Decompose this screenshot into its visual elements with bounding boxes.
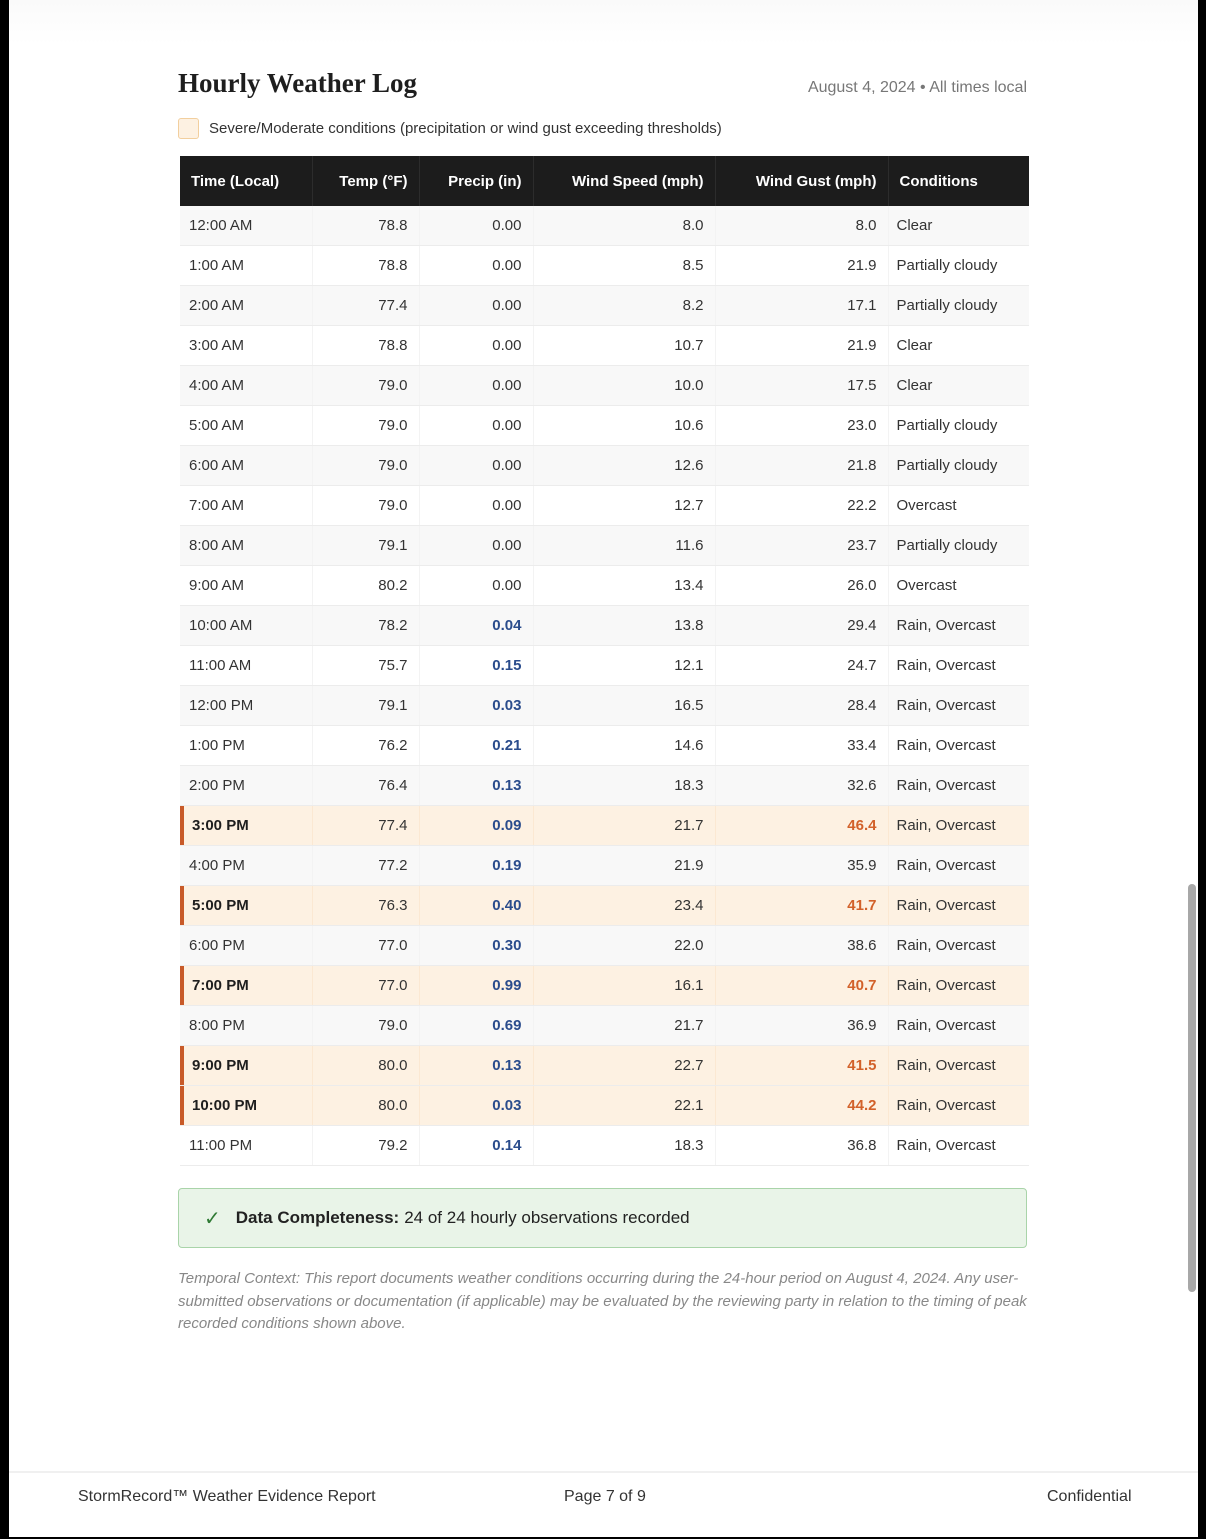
cell-wind-gust: 40.7: [715, 966, 888, 1006]
cell-temp: 80.0: [312, 1086, 419, 1126]
cell-wind-gust: 26.0: [715, 566, 888, 606]
cell-time: 5:00 PM: [180, 886, 312, 926]
cell-time: 7:00 AM: [180, 486, 312, 526]
cell-temp: 79.0: [312, 486, 419, 526]
cell-conditions: Overcast: [888, 566, 1029, 606]
footer-confidential: Confidential: [1047, 1488, 1132, 1505]
cell-precip: 0.00: [419, 286, 533, 326]
cell-time: 10:00 AM: [180, 606, 312, 646]
cell-time: 8:00 PM: [180, 1006, 312, 1046]
cell-temp: 79.0: [312, 366, 419, 406]
cell-wind-gust: 38.6: [715, 926, 888, 966]
cell-wind-gust: 21.9: [715, 246, 888, 286]
cell-wind-gust: 28.4: [715, 686, 888, 726]
cell-time: 1:00 PM: [180, 726, 312, 766]
legend: [178, 117, 1027, 139]
cell-wind-gust: 41.7: [715, 886, 888, 926]
cell-precip: 0.03: [419, 1086, 533, 1126]
table-row: [180, 326, 1029, 366]
cell-wind-speed: 21.7: [533, 1006, 715, 1046]
cell-temp: 76.3: [312, 886, 419, 926]
column-header-wind-gust: Wind Gust (mph): [715, 156, 888, 206]
table-row: [180, 1006, 1029, 1046]
cell-precip: 0.00: [419, 526, 533, 566]
cell-wind-gust: 24.7: [715, 646, 888, 686]
table-row: [180, 406, 1029, 446]
column-header-temp: Temp (°F): [312, 156, 419, 206]
cell-conditions: Partially cloudy: [888, 246, 1029, 286]
cell-wind-speed: 8.5: [533, 246, 715, 286]
cell-wind-speed: 10.7: [533, 326, 715, 366]
cell-conditions: Clear: [888, 366, 1029, 406]
cell-conditions: Rain, Overcast: [888, 1086, 1029, 1126]
cell-wind-gust: 17.5: [715, 366, 888, 406]
column-header-conditions: Conditions: [888, 156, 1029, 206]
page-top-shadow: [9, 0, 1198, 45]
table-row: [180, 606, 1029, 646]
cell-wind-speed: 22.7: [533, 1046, 715, 1086]
cell-temp: 77.4: [312, 286, 419, 326]
column-header-wind-speed: Wind Speed (mph): [533, 156, 715, 206]
cell-time: 8:00 AM: [180, 526, 312, 566]
cell-wind-gust: 22.2: [715, 486, 888, 526]
cell-temp: 79.0: [312, 1006, 419, 1046]
cell-wind-gust: 32.6: [715, 766, 888, 806]
column-header-precip: Precip (in): [419, 156, 533, 206]
page-title: Hourly Weather Log: [178, 68, 418, 98]
cell-wind-gust: 23.7: [715, 526, 888, 566]
cell-wind-gust: 33.4: [715, 726, 888, 766]
section-header: [178, 68, 1027, 106]
table-row: [180, 1086, 1029, 1126]
cell-conditions: Partially cloudy: [888, 446, 1029, 486]
cell-temp: 77.0: [312, 926, 419, 966]
cell-conditions: Rain, Overcast: [888, 966, 1029, 1006]
cell-conditions: Rain, Overcast: [888, 766, 1029, 806]
cell-conditions: Rain, Overcast: [888, 646, 1029, 686]
cell-temp: 79.2: [312, 1126, 419, 1166]
cell-wind-speed: 8.0: [533, 206, 715, 246]
cell-precip: 0.00: [419, 206, 533, 246]
table-row: [180, 486, 1029, 526]
cell-temp: 79.1: [312, 526, 419, 566]
table-row: [180, 526, 1029, 566]
table-row: [180, 566, 1029, 606]
cell-conditions: Rain, Overcast: [888, 846, 1029, 886]
cell-time: 12:00 PM: [180, 686, 312, 726]
cell-wind-gust: 36.8: [715, 1126, 888, 1166]
cell-wind-speed: 14.6: [533, 726, 715, 766]
cell-time: 10:00 PM: [180, 1086, 312, 1126]
table-row: [180, 926, 1029, 966]
cell-time: 11:00 AM: [180, 646, 312, 686]
table-row: [180, 806, 1029, 846]
cell-precip: 0.00: [419, 446, 533, 486]
cell-temp: 77.4: [312, 806, 419, 846]
cell-precip: 0.00: [419, 366, 533, 406]
report-page: [9, 0, 1198, 1537]
data-completeness-banner: [178, 1188, 1027, 1248]
cell-wind-gust: 46.4: [715, 806, 888, 846]
table-row: [180, 966, 1029, 1006]
cell-time: 4:00 AM: [180, 366, 312, 406]
cell-precip: 0.14: [419, 1126, 533, 1166]
table-row: [180, 886, 1029, 926]
cell-wind-speed: 10.6: [533, 406, 715, 446]
cell-wind-speed: 11.6: [533, 526, 715, 566]
cell-conditions: Rain, Overcast: [888, 606, 1029, 646]
cell-precip: 0.99: [419, 966, 533, 1006]
table-row: [180, 766, 1029, 806]
cell-conditions: Rain, Overcast: [888, 686, 1029, 726]
table-row: [180, 686, 1029, 726]
cell-wind-gust: 8.0: [715, 206, 888, 246]
footer-report-name: StormRecord™ Weather Evidence Report: [78, 1488, 376, 1505]
cell-conditions: Rain, Overcast: [888, 926, 1029, 966]
check-icon: ✓: [204, 1207, 221, 1230]
cell-wind-gust: 23.0: [715, 406, 888, 446]
table-body: [180, 206, 1029, 1166]
cell-temp: 76.2: [312, 726, 419, 766]
cell-wind-speed: 13.4: [533, 566, 715, 606]
cell-temp: 78.2: [312, 606, 419, 646]
cell-precip: 0.19: [419, 846, 533, 886]
cell-wind-gust: 21.9: [715, 326, 888, 366]
cell-temp: 78.8: [312, 206, 419, 246]
table-row: [180, 846, 1029, 886]
severe-swatch-icon: [178, 118, 199, 139]
date-meta: August 4, 2024 • All times local: [807, 79, 1027, 96]
cell-wind-speed: 8.2: [533, 286, 715, 326]
footer-page-number: Page 7 of 9: [564, 1488, 646, 1505]
cell-temp: 78.8: [312, 246, 419, 286]
cell-temp: 79.1: [312, 686, 419, 726]
cell-time: 3:00 AM: [180, 326, 312, 366]
cell-precip: 0.69: [419, 1006, 533, 1046]
cell-precip: 0.21: [419, 726, 533, 766]
cell-time: 5:00 AM: [180, 406, 312, 446]
column-header-time: Time (Local): [180, 156, 312, 206]
cell-precip: 0.00: [419, 246, 533, 286]
cell-time: 2:00 PM: [180, 766, 312, 806]
cell-precip: 0.13: [419, 1046, 533, 1086]
cell-precip: 0.00: [419, 486, 533, 526]
cell-wind-speed: 10.0: [533, 366, 715, 406]
cell-wind-gust: 35.9: [715, 846, 888, 886]
table-row: [180, 246, 1029, 286]
cell-temp: 77.0: [312, 966, 419, 1006]
cell-conditions: Rain, Overcast: [888, 726, 1029, 766]
cell-time: 6:00 AM: [180, 446, 312, 486]
cell-temp: 79.0: [312, 406, 419, 446]
cell-wind-speed: 21.9: [533, 846, 715, 886]
cell-precip: 0.30: [419, 926, 533, 966]
scrollbar-thumb[interactable]: [1188, 884, 1196, 1292]
table-header-row: [180, 156, 1029, 206]
cell-wind-speed: 13.8: [533, 606, 715, 646]
cell-time: 6:00 PM: [180, 926, 312, 966]
cell-temp: 75.7: [312, 646, 419, 686]
legend-label: Severe/Moderate conditions (precipitation or wind gust exceeding thresholds): [209, 119, 722, 137]
cell-conditions: Clear: [888, 326, 1029, 366]
cell-wind-speed: 21.7: [533, 806, 715, 846]
cell-wind-gust: 41.5: [715, 1046, 888, 1086]
cell-temp: 79.0: [312, 446, 419, 486]
cell-precip: 0.09: [419, 806, 533, 846]
cell-precip: 0.04: [419, 606, 533, 646]
cell-temp: 80.2: [312, 566, 419, 606]
cell-wind-gust: 29.4: [715, 606, 888, 646]
cell-precip: 0.00: [419, 326, 533, 366]
cell-time: 2:00 AM: [180, 286, 312, 326]
cell-time: 1:00 AM: [180, 246, 312, 286]
cell-time: 9:00 PM: [180, 1046, 312, 1086]
cell-precip: 0.00: [419, 406, 533, 446]
table-row: [180, 366, 1029, 406]
cell-wind-speed: 16.1: [533, 966, 715, 1006]
hourly-weather-table: [180, 156, 1029, 1166]
cell-conditions: Rain, Overcast: [888, 1006, 1029, 1046]
cell-wind-speed: 18.3: [533, 1126, 715, 1166]
cell-temp: 78.8: [312, 326, 419, 366]
cell-precip: 0.40: [419, 886, 533, 926]
cell-time: 11:00 PM: [180, 1126, 312, 1166]
cell-precip: 0.00: [419, 566, 533, 606]
cell-wind-speed: 16.5: [533, 686, 715, 726]
cell-wind-speed: 23.4: [533, 886, 715, 926]
table-row: [180, 446, 1029, 486]
cell-wind-speed: 12.7: [533, 486, 715, 526]
cell-conditions: Rain, Overcast: [888, 886, 1029, 926]
table-row: [180, 1126, 1029, 1166]
cell-conditions: Partially cloudy: [888, 286, 1029, 326]
cell-precip: 0.13: [419, 766, 533, 806]
cell-wind-gust: 36.9: [715, 1006, 888, 1046]
cell-time: 4:00 PM: [180, 846, 312, 886]
cell-wind-speed: 18.3: [533, 766, 715, 806]
completeness-value: 24 of 24 hourly observations recorded: [404, 1208, 690, 1227]
cell-conditions: Rain, Overcast: [888, 1046, 1029, 1086]
cell-temp: 80.0: [312, 1046, 419, 1086]
cell-time: 7:00 PM: [180, 966, 312, 1006]
cell-wind-speed: 22.1: [533, 1086, 715, 1126]
table-row: [180, 286, 1029, 326]
cell-precip: 0.03: [419, 686, 533, 726]
cell-wind-gust: 44.2: [715, 1086, 888, 1126]
table-row: [180, 646, 1029, 686]
cell-temp: 76.4: [312, 766, 419, 806]
hourly-log-section: [178, 68, 1027, 1351]
cell-wind-speed: 12.1: [533, 646, 715, 686]
cell-conditions: Overcast: [888, 486, 1029, 526]
cell-conditions: Partially cloudy: [888, 526, 1029, 566]
table-row: [180, 206, 1029, 246]
completeness-label: Data Completeness:: [235, 1208, 400, 1227]
cell-temp: 77.2: [312, 846, 419, 886]
cell-wind-gust: 17.1: [715, 286, 888, 326]
cell-wind-speed: 12.6: [533, 446, 715, 486]
cell-wind-gust: 21.8: [715, 446, 888, 486]
cell-conditions: Clear: [888, 206, 1029, 246]
cell-time: 12:00 AM: [180, 206, 312, 246]
cell-conditions: Rain, Overcast: [888, 1126, 1029, 1166]
cell-wind-speed: 22.0: [533, 926, 715, 966]
footer-divider: [9, 1471, 1198, 1473]
cell-time: 3:00 PM: [180, 806, 312, 846]
cell-precip: 0.15: [419, 646, 533, 686]
temporal-context-note: Temporal Context: This report documents weather conditions occurring during the 24-hour period on August 4, 2024. Any user-submitted observations or documentation (if applicable) may be evaluated by the reviewing party in relation to the timing of peak recorded conditions shown above.: [178, 1270, 1027, 1332]
cell-conditions: Partially cloudy: [888, 406, 1029, 446]
cell-time: 9:00 AM: [180, 566, 312, 606]
cell-conditions: Rain, Overcast: [888, 806, 1029, 846]
table-row: [180, 726, 1029, 766]
table-row: [180, 1046, 1029, 1086]
